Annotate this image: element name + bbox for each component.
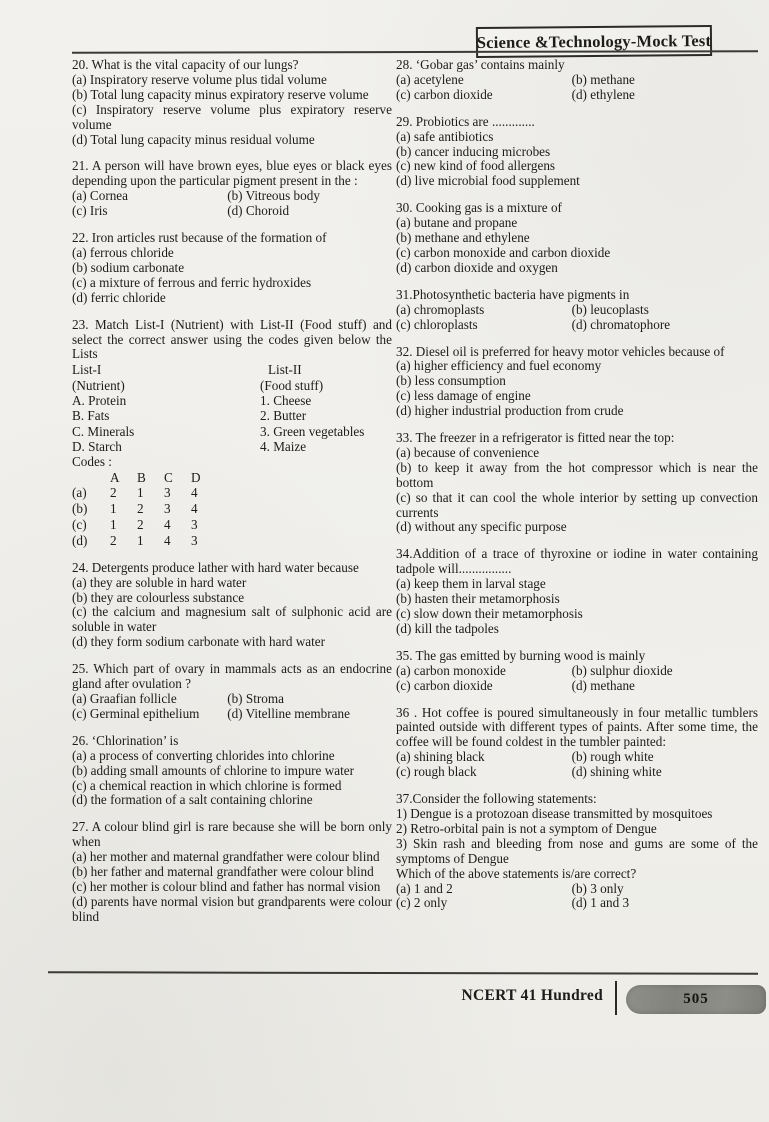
statement: Which of the above statements is/are correct? — [396, 865, 637, 881]
option-row — [72, 204, 392, 219]
option: (d) Total lung capacity minus residual volume — [72, 131, 315, 147]
option-row — [396, 318, 758, 333]
option: (b) they are colourless substance — [72, 589, 245, 605]
codes-cell: 2 — [110, 532, 117, 548]
question-30 — [396, 201, 758, 276]
codes-cell: 3 — [191, 517, 198, 533]
codes-row — [72, 501, 392, 517]
codes-cell: 2 — [137, 517, 144, 533]
statement: 2) Retro-orbital pain is not a symptom of Dengue — [396, 820, 657, 836]
question-text: 20. What is the vital capacity of our lungs? — [72, 57, 299, 72]
question-28 — [396, 58, 758, 103]
codes-label: Codes : — [72, 454, 112, 470]
question-34 — [396, 547, 758, 636]
codes-header-cell: A — [110, 469, 120, 485]
option: (a) ferrous chloride — [72, 244, 174, 260]
codes-cell: 3 — [191, 532, 198, 548]
codes-header-cell: B — [137, 469, 146, 485]
codes-cell: (b) — [72, 501, 88, 517]
option: (a) 1 and 2 — [396, 880, 453, 896]
option: (b) sodium carbonate — [72, 259, 185, 275]
option: (c) her mother is colour blind and father has normal vision — [72, 878, 381, 894]
publisher-brand: NCERT 41 Hundred — [461, 987, 603, 1004]
question-text: 22. Iron articles rust because of the formation of — [72, 230, 327, 246]
page-header-box — [476, 25, 712, 58]
codes-row — [72, 517, 392, 533]
match-list2-row: 1. Cheese — [260, 392, 312, 408]
option: (c) chloroplasts — [396, 316, 478, 332]
option: (b) to keep it away from the hot compressor which is near the bottom — [396, 459, 758, 490]
option: (d) carbon dioxide and oxygen — [396, 259, 558, 275]
question-23 — [72, 318, 392, 549]
footer-rule — [48, 971, 758, 974]
question-37 — [396, 792, 758, 911]
option: (b) hasten their metamorphosis — [396, 591, 560, 607]
codes-header-cell: D — [191, 469, 201, 485]
option: (d) Vitelline membrane — [227, 705, 350, 721]
option: (d) live microbial food supplement — [396, 173, 580, 189]
question-26 — [72, 734, 392, 809]
option-row — [396, 765, 758, 780]
match-list1-row: D. Starch — [72, 438, 122, 454]
option: (c) Iris — [72, 203, 108, 219]
codes-header-cell — [72, 470, 110, 486]
codes-cell: (c) — [72, 517, 87, 533]
footer-divider — [615, 981, 617, 1015]
statement: 1) Dengue is a protozoan disease transmitted by mosquitoes — [396, 805, 713, 821]
option: (c) carbon dioxide — [396, 677, 493, 693]
codes-cell: 1 — [110, 501, 117, 517]
codes-cell: 1 — [137, 485, 144, 501]
codes-cell: 1 — [137, 532, 144, 548]
codes-cell: (d) — [72, 532, 88, 548]
question-text: 34.Addition of a trace of thyroxine or iodine in water containing tadpole will................ — [396, 546, 758, 577]
question-24 — [72, 561, 392, 650]
option: (b) sulphur dioxide — [571, 662, 673, 678]
option: (b) rough white — [571, 749, 654, 765]
match-list1-row: (Nutrient) — [72, 377, 125, 393]
page-footer — [0, 981, 769, 1021]
question-text: 29. Probiotics are ............. — [396, 113, 535, 129]
option: (c) carbon monoxide and carbon dioxide — [396, 244, 611, 260]
option-row — [396, 664, 758, 679]
question-25 — [72, 662, 392, 722]
option: (d) kill the tadpoles — [396, 620, 499, 636]
option: (b) Stroma — [227, 690, 284, 706]
question-29 — [396, 115, 758, 190]
question-35 — [396, 649, 758, 694]
statement: 3) Skin rash and bleeding from nose and gums are some of the symptoms of Dengue — [396, 835, 758, 866]
option: (c) a chemical reaction in which chlorine is formed — [72, 777, 342, 793]
codes-cell: 3 — [164, 501, 171, 517]
codes-header-cell: C — [164, 469, 173, 485]
option: (b) adding small amounts of chlorine to impure water — [72, 762, 354, 778]
option: (a) Inspiratory reserve volume plus tidal volume — [72, 71, 327, 87]
question-text: 30. Cooking gas is a mixture of — [396, 200, 562, 216]
option: (d) Choroid — [227, 203, 290, 219]
option: (c) the calcium and magnesium salt of sulphonic acid are soluble in water — [72, 604, 392, 635]
codes-cell: 4 — [164, 517, 171, 533]
option: (b) cancer inducing microbes — [396, 143, 551, 159]
option-row — [396, 88, 758, 103]
option: (b) methane and ethylene — [396, 230, 530, 246]
match-list1-row: A. Protein — [72, 392, 127, 408]
option-row — [396, 679, 758, 694]
option: (a) butane and propane — [396, 215, 518, 231]
match-lists — [72, 362, 392, 454]
page-title: Science &Technology-Mock Test — [476, 30, 712, 52]
right-column — [396, 58, 758, 923]
question-text: 28. ‘Gobar gas’ contains mainly — [396, 57, 565, 72]
option: (d) 1 and 3 — [571, 895, 630, 911]
option-row — [396, 303, 758, 318]
question-text: 26. ‘Chlorination’ is — [72, 732, 179, 748]
option: (c) Inspiratory reserve volume plus expiratory reserve volume — [72, 101, 392, 132]
question-text: 25. Which part of ovary in mammals acts as an endocrine gland after ovulation ? — [72, 661, 392, 692]
option: (b) her father and maternal grandfather were colour blind — [72, 864, 374, 880]
codes-cell: 1 — [110, 517, 117, 533]
question-text: 36 . Hot coffee is poured simultaneously in four metallic tumblers painted outside with different types of paints. After some time, the coffee will be found coldest in the tumbler painted: — [396, 704, 758, 750]
option: (a) chromoplasts — [396, 301, 485, 317]
match-list-2 — [260, 362, 392, 454]
question-22 — [72, 231, 392, 306]
option-row — [396, 882, 758, 897]
option: (d) the formation of a salt containing chlorine — [72, 792, 313, 808]
option: (c) carbon dioxide — [396, 86, 493, 102]
match-list2-row: 2. Butter — [260, 408, 307, 424]
option: (c) new kind of food allergens — [396, 158, 556, 174]
option: (d) ferric chloride — [72, 289, 166, 305]
question-text: 35. The gas emitted by burning wood is mainly — [396, 647, 646, 663]
option: (a) higher efficiency and fuel economy — [396, 358, 602, 374]
option: (a) a process of converting chlorides into chlorine — [72, 747, 335, 763]
option: (a) keep them in larval stage — [396, 576, 546, 592]
match-list1-row: C. Minerals — [72, 423, 135, 439]
question-text: 21. A person will have brown eyes, blue eyes or black eyes depending upon the particular pigment present in the : — [72, 158, 392, 189]
codes-cell: 2 — [110, 485, 117, 501]
option-row — [72, 692, 392, 707]
option: (d) chromatophore — [571, 316, 671, 332]
option: (a) acetylene — [396, 71, 464, 87]
question-text: 23. Match List-I (Nutrient) with List-II (Food stuff) and select the correct answer using the codes given below the Lists — [72, 316, 392, 362]
codes-cell: 4 — [191, 501, 198, 517]
option: (d) parents have normal vision but grandparents were colour blind — [72, 893, 392, 924]
option: (d) ethylene — [571, 86, 635, 102]
codes-cell: 4 — [191, 485, 198, 501]
option: (a) shining black — [396, 749, 485, 765]
match-list1-row: B. Fats — [72, 408, 110, 424]
codes-cell: 3 — [164, 485, 171, 501]
codes-row — [72, 533, 392, 549]
match-list-1 — [72, 362, 260, 454]
option: (d) without any specific purpose — [396, 519, 567, 535]
question-text: 32. Diesel oil is preferred for heavy motor vehicles because of — [396, 343, 725, 359]
option: (c) rough black — [396, 764, 477, 780]
question-text: 37.Consider the following statements: — [396, 791, 597, 807]
option: (d) they form sodium carbonate with hard water — [72, 634, 326, 650]
question-32 — [396, 345, 758, 420]
option: (a) Graafian follicle — [72, 690, 177, 706]
question-36 — [396, 706, 758, 781]
question-text: 33. The freezer in a refrigerator is fitted near the top: — [396, 430, 675, 446]
match-list2-row: 3. Green vegetables — [260, 423, 365, 439]
option: (b) Vitreous body — [227, 188, 320, 204]
option: (c) so that it can cool the whole interior by setting up convection currents — [396, 489, 758, 520]
question-33 — [396, 431, 758, 535]
option: (c) slow down their metamorphosis — [396, 606, 583, 621]
codes-header-row — [72, 470, 392, 486]
option-row — [396, 750, 758, 765]
option: (a) carbon monoxide — [396, 662, 506, 678]
option: (a) they are soluble in hard water — [72, 574, 247, 590]
page-number: 505 — [683, 991, 709, 1007]
option: (b) 3 only — [571, 880, 624, 896]
option: (b) methane — [571, 71, 635, 87]
option: (a) Cornea — [72, 188, 129, 204]
option: (a) her mother and maternal grandfather were colour blind — [72, 849, 380, 865]
option: (c) 2 only — [396, 895, 448, 911]
question-text: 31.Photosynthetic bacteria have pigments in — [396, 286, 630, 302]
option-row — [72, 707, 392, 722]
match-list2-row: 4. Maize — [260, 438, 307, 454]
question-text: 27. A colour blind girl is rare because she will be born only when — [72, 819, 392, 850]
option: (d) methane — [571, 677, 635, 693]
option: (c) less damage of engine — [396, 388, 531, 404]
question-text: 24. Detergents produce lather with hard water because — [72, 559, 359, 575]
question-20 — [72, 58, 392, 147]
option: (b) leucoplasts — [571, 301, 649, 317]
option: (c) a mixture of ferrous and ferric hydroxides — [72, 274, 312, 290]
codes-cell: 2 — [137, 501, 144, 517]
question-27 — [72, 820, 392, 924]
option: (b) less consumption — [396, 373, 506, 389]
match-list1-row: List-I — [72, 362, 102, 378]
option: (b) Total lung capacity minus expiratory reserve volume — [72, 86, 369, 102]
question-21 — [72, 159, 392, 219]
question-31 — [396, 288, 758, 333]
match-list2-row: (Food stuff) — [260, 377, 324, 393]
page-number-badge — [626, 985, 766, 1014]
option: (d) shining white — [571, 764, 662, 780]
option: (a) because of convenience — [396, 444, 540, 460]
codes-row — [72, 485, 392, 501]
option: (a) safe antibiotics — [396, 128, 494, 144]
codes-cell: (a) — [72, 485, 87, 501]
option: (d) higher industrial production from crude — [396, 403, 624, 419]
option: (c) Germinal epithelium — [72, 705, 200, 721]
option-row — [396, 896, 758, 911]
match-list2-row: List-II — [268, 362, 302, 378]
option-row — [396, 73, 758, 88]
left-column — [72, 58, 392, 937]
option-row — [72, 189, 392, 204]
codes-cell: 4 — [164, 532, 171, 548]
